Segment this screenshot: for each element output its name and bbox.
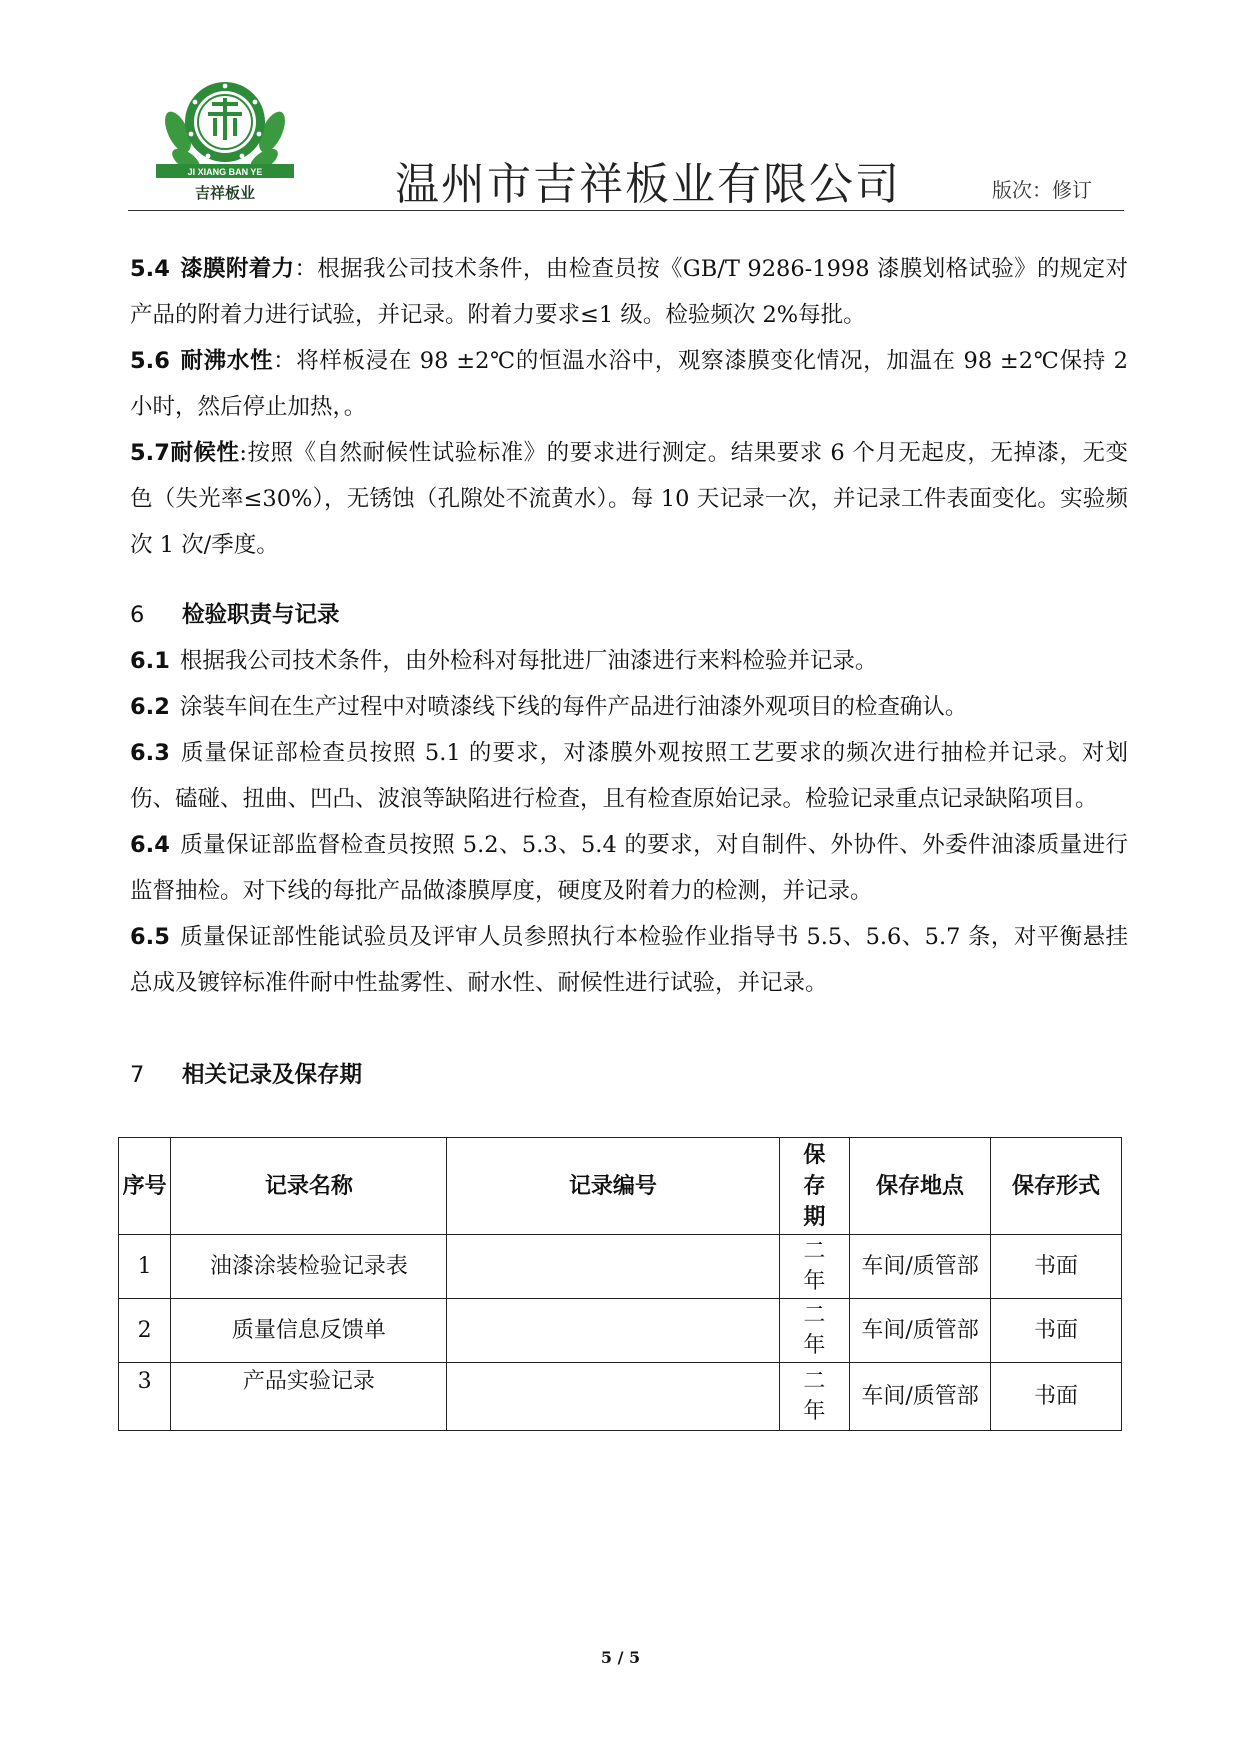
cell-form: 书面 — [991, 1363, 1122, 1431]
cell-record-name: 质量信息反馈单 — [171, 1299, 447, 1363]
clause-text: 涂装车间在生产过程中对喷漆线下线的每件产品进行油漆外观项目的检查确认。 — [179, 694, 968, 720]
clause-text: :按照《自然耐候性试验标准》的要求进行测定。结果要求 6 个月无起皮，无掉漆，无变色（失光率≤30%），无锈蚀（孔隙处不流黄水）。每 10 天记录一次，并记录工件表面变化。实验频次 1 次/季度。 — [130, 440, 1128, 558]
cell-record-code — [447, 1363, 779, 1431]
clause-6-3 — [130, 730, 1128, 822]
cell-retention-text: 二年 — [803, 1302, 826, 1358]
clause-number: 6.2 — [130, 694, 170, 720]
spacer — [130, 1006, 1128, 1052]
clause-number: 6.4 — [130, 832, 170, 858]
records-table — [118, 1137, 1122, 1431]
header-divider — [128, 210, 1124, 211]
clause-6-5 — [130, 914, 1128, 1006]
cell-location — [850, 1299, 991, 1363]
company-logo — [150, 72, 300, 202]
clause-text: 质量保证部监督检查员按照 5.2、5.3、5.4 的要求，对自制件、外协件、外委件油漆质量进行监督抽检。对下线的每批产品做漆膜厚度，硬度及附着力的检测，并记录。 — [130, 832, 1128, 904]
cell-location — [850, 1363, 991, 1431]
cell-retention-text: 二年 — [803, 1238, 826, 1294]
clause-text: ：根据我公司技术条件，由检查员按《GB/T 9286-1998 漆膜划格试验》的规定对产品的附着力进行试验，并记录。附着力要求≤1 级。检验频次 2%每批。 — [130, 256, 1128, 328]
cell-location-text: 车间/质管部 — [861, 1383, 979, 1409]
clause-text: ：将样板浸在 98 ±2℃的恒温水浴中，观察漆膜变化情况，加温在 98 ±2℃保持 2 小时，然后停止加热，。 — [130, 348, 1128, 420]
clause-number: 5.4 — [130, 256, 170, 282]
clause-5-6 — [130, 338, 1128, 430]
clause-5-7 — [130, 430, 1128, 568]
column-header: 保存形式 — [991, 1138, 1122, 1235]
clause-number: 5.6 — [130, 348, 170, 374]
clause-6-4 — [130, 822, 1128, 914]
cell-seq: 1 — [119, 1235, 171, 1299]
page-number: 5 / 5 — [600, 1648, 641, 1667]
column-header — [779, 1138, 849, 1235]
clause-term: 耐沸水性 — [179, 348, 274, 374]
cell-seq: 2 — [119, 1299, 171, 1363]
clause-term: 耐候性 — [169, 440, 240, 466]
section-title: 检验职责与记录 — [182, 602, 340, 628]
cell-retention — [779, 1363, 849, 1431]
cell-record-name: 油漆涂装检验记录表 — [171, 1235, 447, 1299]
cell-form: 书面 — [991, 1235, 1122, 1299]
table-row — [119, 1299, 1122, 1363]
section-title: 相关记录及保存期 — [182, 1062, 363, 1088]
company-name: 温州市吉祥板业有限公司 — [395, 159, 901, 210]
cell-retention — [779, 1235, 849, 1299]
table-row — [119, 1235, 1122, 1299]
clause-text: 质量保证部检查员按照 5.1 的要求，对漆膜外观按照工艺要求的频次进行抽检并记录。对划伤、磕碰、扭曲、凹凸、波浪等缺陷进行检查，且有检查原始记录。检验记录重点记录缺陷项目。 — [130, 740, 1128, 812]
cell-location-text: 车间/质管部 — [861, 1317, 979, 1343]
clause-5-4 — [130, 246, 1128, 338]
spacer — [130, 568, 1128, 592]
cell-record-name: 产品实验记录 — [171, 1363, 447, 1431]
section-6-heading — [130, 592, 1128, 638]
column-header: 保存地点 — [850, 1138, 991, 1235]
table-header-row — [119, 1138, 1122, 1235]
clause-number: 6.3 — [130, 740, 170, 766]
clause-number: 6.5 — [130, 924, 170, 950]
cell-form: 书面 — [991, 1299, 1122, 1363]
cell-retention-text: 二年 — [803, 1368, 826, 1424]
clause-6-1 — [130, 638, 1128, 684]
column-header: 记录编号 — [447, 1138, 779, 1235]
column-header: 序号 — [119, 1138, 171, 1235]
clause-number: 6.1 — [130, 648, 170, 674]
cell-retention — [779, 1299, 849, 1363]
section-7-heading — [130, 1052, 1128, 1098]
clause-text: 质量保证部性能试验员及评审人员参照执行本检验作业指导书 5.5、5.6、5.7 条，对平衡悬挂总成及镀锌标准件耐中性盐雾性、耐水性、耐候性进行试验，并记录。 — [130, 924, 1128, 996]
cell-location — [850, 1235, 991, 1299]
cell-record-code — [447, 1299, 779, 1363]
clause-term: 漆膜附着力 — [179, 256, 295, 282]
document-body — [130, 246, 1128, 1098]
company-emblem-icon — [150, 72, 300, 202]
table-row — [119, 1363, 1122, 1431]
clause-number: 5.7 — [130, 440, 170, 466]
logo-brand-cn: 吉祥板业 — [194, 184, 256, 202]
clause-text: 根据我公司技术条件，由外检科对每批进厂油漆进行来料检验并记录。 — [179, 648, 878, 674]
clause-6-2 — [130, 684, 1128, 730]
document-version: 版次：修订 — [992, 178, 1092, 202]
cell-location-text: 车间/质管部 — [861, 1253, 979, 1279]
section-number: 7 — [130, 1062, 145, 1088]
section-number: 6 — [130, 602, 145, 628]
column-header: 记录名称 — [171, 1138, 447, 1235]
cell-record-code — [447, 1235, 779, 1299]
cell-seq: 3 — [119, 1363, 171, 1431]
logo-brand-en: JI XIANG BAN YE — [187, 167, 263, 177]
column-header-text: 保存期 — [803, 1142, 826, 1230]
